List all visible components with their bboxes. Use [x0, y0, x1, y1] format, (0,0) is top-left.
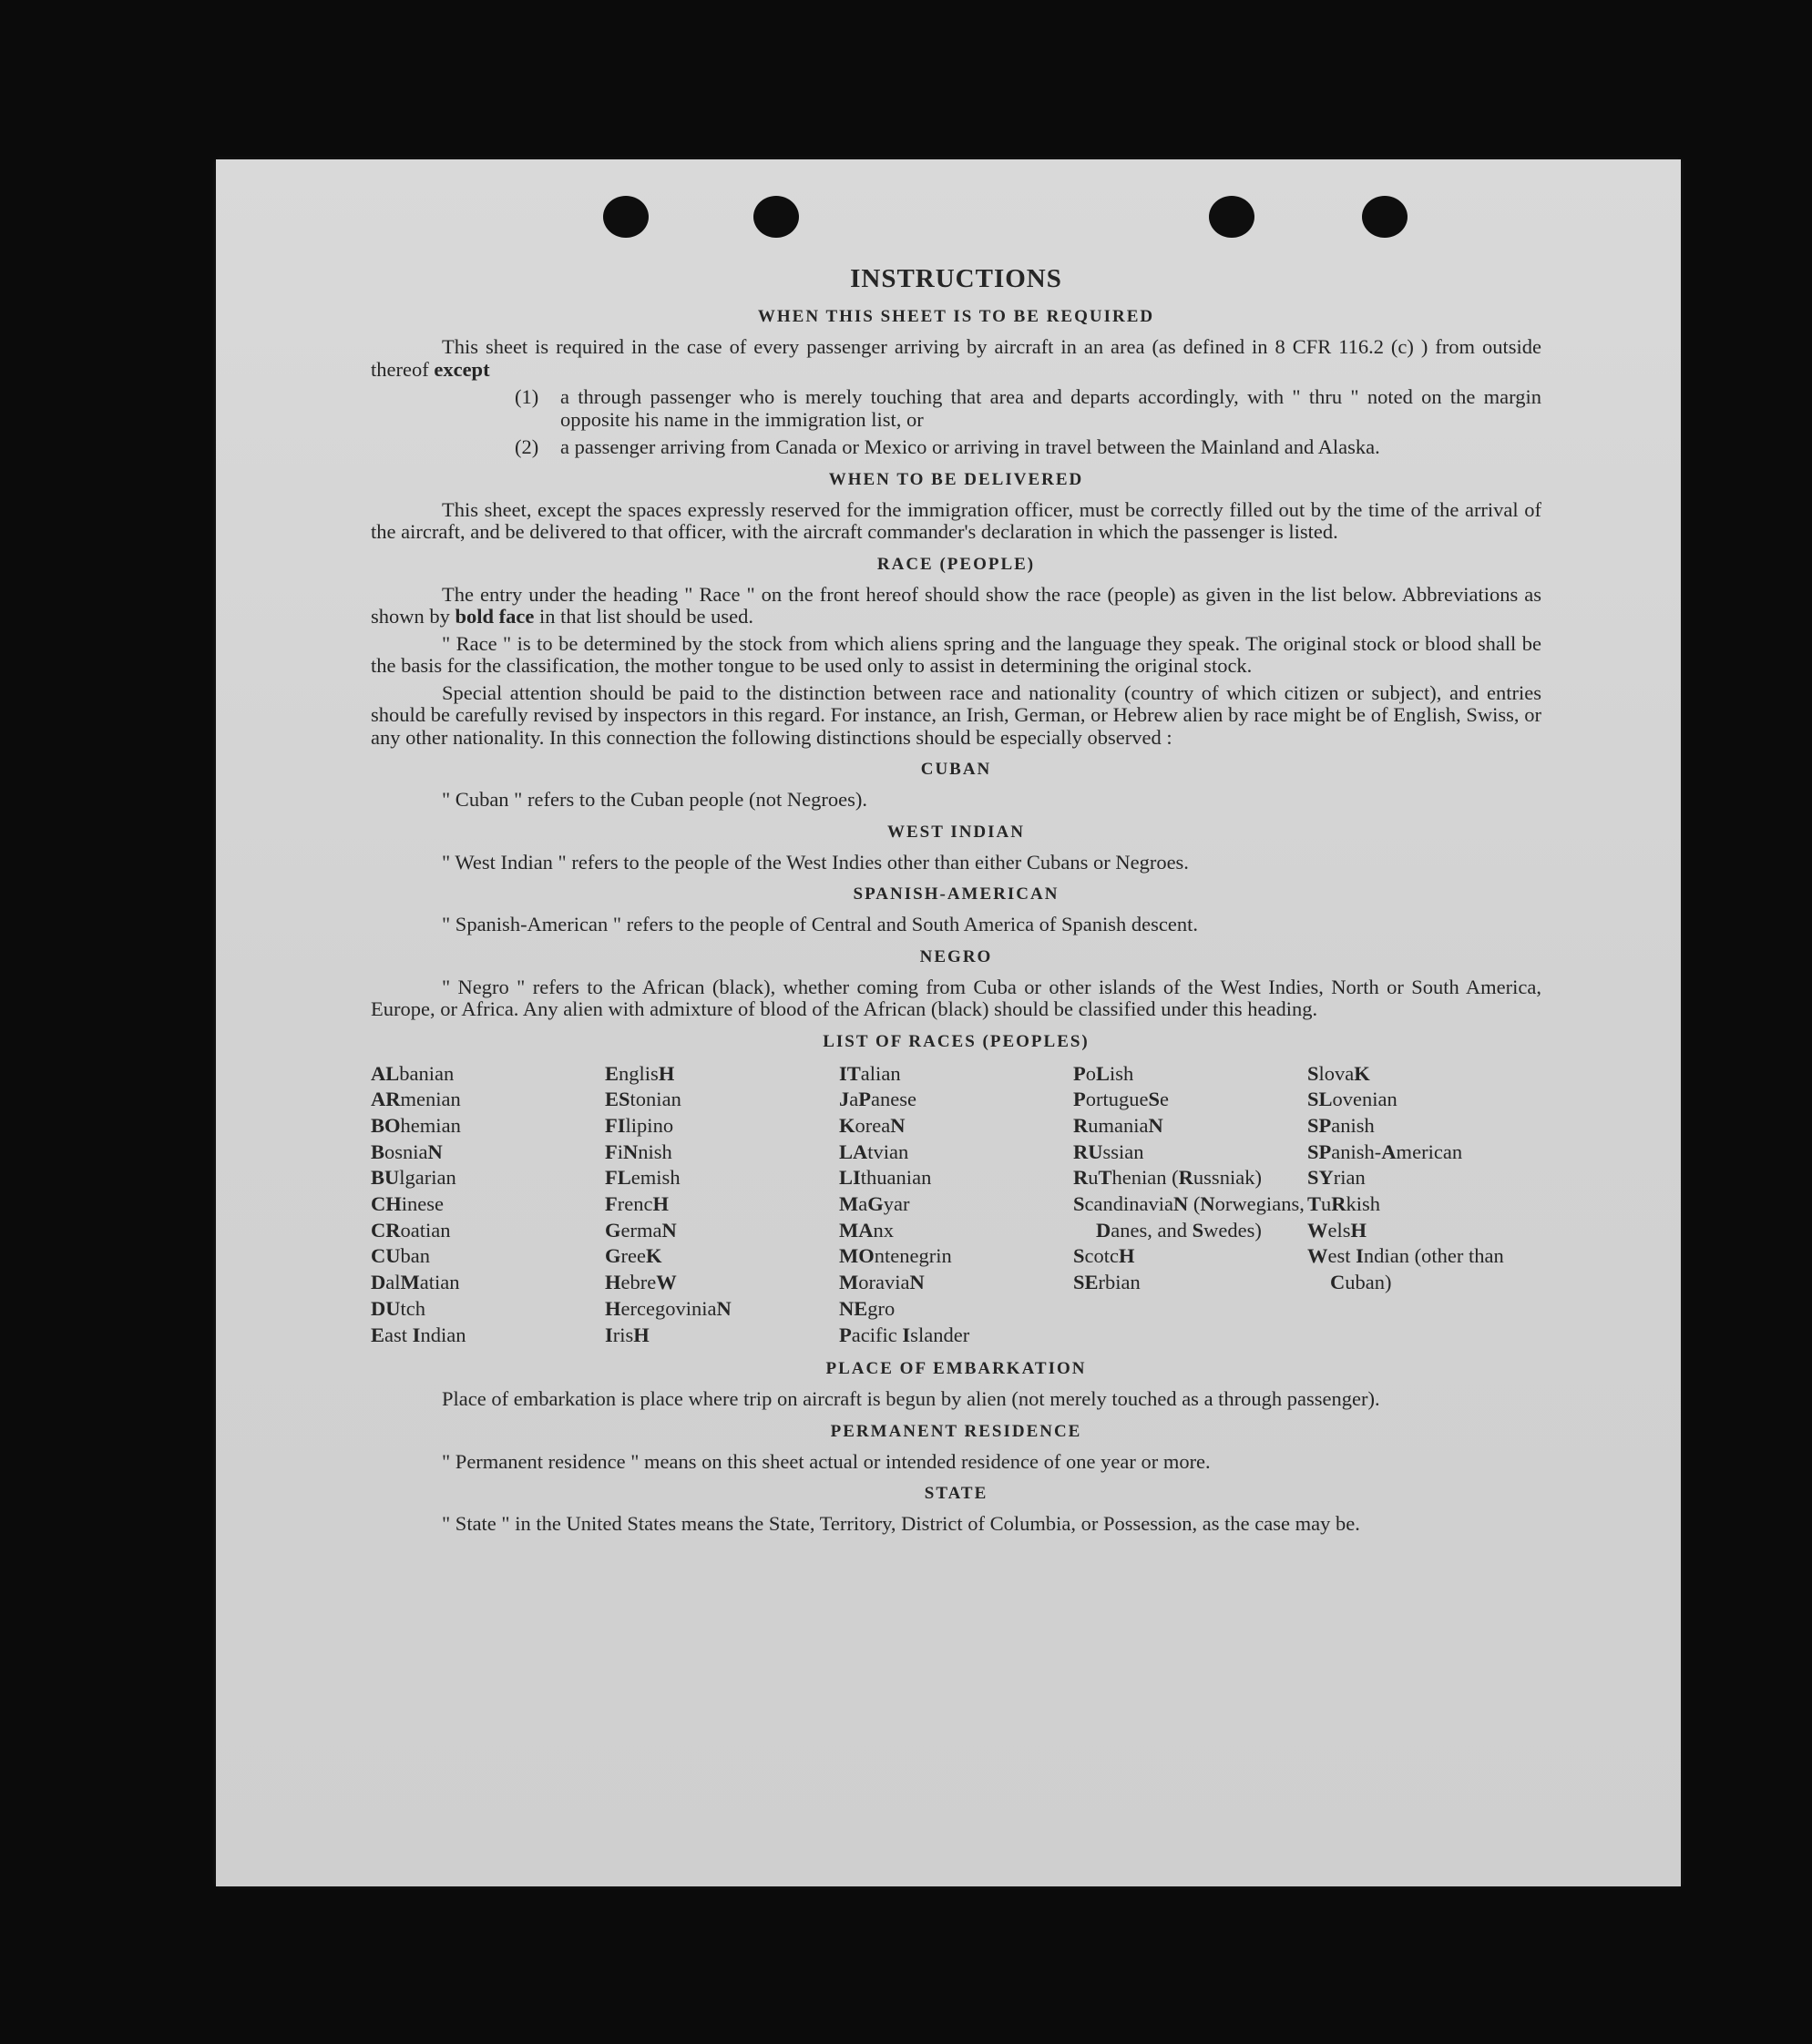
race-entry: RUssian: [1073, 1140, 1144, 1163]
race-column: [371, 1061, 605, 1349]
race-entry: TuRkish: [1307, 1192, 1381, 1216]
paragraph: " State " in the United States means the State, Territory, District of Columbia, or Possession, as the case may be.: [442, 1512, 1360, 1536]
paragraph: Place of embarkation is place where trip on aircraft is begun by alien (not merely touched as a through passenger).: [442, 1387, 1380, 1411]
race-entry: NEgro: [839, 1296, 896, 1320]
race-entry: ScotcH: [1073, 1244, 1135, 1268]
section-heading: WHEN TO BE DELIVERED: [828, 469, 1084, 489]
race-entry: GermaN: [605, 1218, 677, 1242]
race-entry: BUlgarian: [371, 1166, 456, 1190]
races-list: [371, 1061, 1541, 1349]
race-entry: CHinese: [371, 1192, 445, 1216]
paragraph-text: The entry under the heading " Race " on the front hereof should show the race (people) as given in the list below. Abbreviations as shown by: [371, 582, 1541, 628]
punch-hole: [1362, 196, 1408, 238]
race-entry: CRoatian: [371, 1218, 451, 1242]
document-title: INSTRUCTIONS: [850, 264, 1062, 293]
paragraph-text: This sheet is required in the case of every passenger arriving by aircraft in an area (as defined in 8 CFR 116.2 (c) ) from outside thereof: [371, 335, 1541, 381]
paragraph: " Race " is to be determined by the stock from which aliens spring and the language they speak. The original stock or blood shall be the basis for the classification, the mother tongue to be used only to assist in determining the original stock.: [371, 631, 1541, 677]
race-entry: HercegoviniaN: [605, 1296, 732, 1320]
race-entry: CUban: [371, 1244, 430, 1268]
document-content: [371, 264, 1541, 1540]
race-entry: FiNnish: [605, 1140, 672, 1163]
race-entry: Pacific Islander: [839, 1323, 970, 1346]
section-heading: NEGRO: [919, 946, 993, 966]
paragraph: " Spanish-American " refers to the people of Central and South America of Spanish descent.: [442, 913, 1199, 935]
race-entry: SPanish: [1307, 1113, 1375, 1137]
section-heading: RACE (PEOPLE): [876, 554, 1036, 574]
paragraph-text: in that list should be used.: [539, 605, 754, 628]
race-column: [839, 1061, 1073, 1349]
paragraph: This sheet, except the spaces expressly reserved for the immigration officer, must be correctly filled out by the time of the arrival of the aircraft, and be delivered to that officer, with the aircraft commander's declaration in which the passenger is listed.: [371, 497, 1541, 543]
list-number: (2): [515, 435, 539, 458]
section-heading: PLACE OF EMBARKATION: [825, 1359, 1087, 1379]
section-heading: WEST INDIAN: [887, 822, 1025, 842]
list-item: [515, 436, 1541, 459]
race-entry: SLovenian: [1307, 1088, 1397, 1111]
race-entry: PortugueSe: [1073, 1088, 1170, 1111]
race-entry: BosniaN: [371, 1140, 443, 1163]
race-entry: DalMatian: [371, 1271, 460, 1294]
paragraph: Special attention should be paid to the distinction between race and nationality (country of which citizen or subject), and entries should be carefully revised by inspectors in this regard. For instance, an Irish, German, or Hebrew alien by race might be of English, Swiss, or any other nationality. In this connection the following distinctions should be especially observed :: [371, 680, 1541, 749]
paragraph: " Permanent residence " means on this sheet actual or intended residence of one year or more.: [442, 1449, 1211, 1473]
section-heading: CUBAN: [920, 760, 992, 779]
race-entry: East Indian: [371, 1323, 466, 1346]
race-entry: JaPanese: [839, 1088, 917, 1111]
race-entry: MOntenegrin: [839, 1244, 952, 1268]
race-entry: KoreaN: [839, 1113, 906, 1137]
race-entry: ALbanian: [371, 1061, 455, 1085]
section-heading: SPANISH-AMERICAN: [853, 884, 1060, 904]
race-entry: SPanish-American: [1307, 1140, 1463, 1163]
race-entry: SErbian: [1073, 1271, 1141, 1294]
document-page: [216, 159, 1681, 1886]
race-entry: MoraviaN: [839, 1271, 925, 1294]
punch-hole: [753, 196, 799, 238]
race-entry: FLemish: [605, 1166, 681, 1190]
punch-hole: [1209, 196, 1254, 238]
list-text: a through passenger who is merely touching that area and departs accordingly, with " thru " noted on the margin opposite his name in the immigration list, or: [560, 385, 1541, 431]
race-entry: RuThenian (Russniak): [1073, 1166, 1262, 1190]
race-column: [605, 1061, 839, 1349]
race-entry: LAtvian: [839, 1140, 909, 1163]
race-entry: ITalian: [839, 1061, 901, 1085]
race-entry: BOhemian: [371, 1113, 461, 1137]
race-entry: MaGyar: [839, 1192, 910, 1216]
race-entry: RumaniaN: [1073, 1113, 1163, 1137]
paragraph: [371, 584, 1541, 629]
race-entry: GreeK: [605, 1244, 662, 1268]
race-entry: SYrian: [1307, 1166, 1366, 1190]
list-number: (1): [515, 385, 539, 408]
section-heading: LIST OF RACES (PEOPLES): [823, 1031, 1090, 1051]
race-entry: SlovaK: [1307, 1061, 1370, 1085]
bold-text: except: [434, 357, 490, 381]
paragraph: " Negro " refers to the African (black), whether coming from Cuba or other islands of the West Indies, North or South America, Europe, or Africa. Any alien with admixture of blood of the African (black) should be classified under this heading.: [371, 975, 1541, 1020]
race-entry: MAnx: [839, 1218, 894, 1242]
race-entry: EnglisH: [605, 1061, 675, 1085]
race-entry: HebreW: [605, 1271, 677, 1294]
paragraph: [371, 336, 1541, 381]
race-entry: West Indian (other than Cuban): [1307, 1244, 1504, 1294]
section-heading: WHEN THIS SHEET IS TO BE REQUIRED: [757, 307, 1155, 326]
list-text: a passenger arriving from Canada or Mexico or arriving in travel between the Mainland and Alaska.: [560, 435, 1380, 458]
race-entry: ScandinaviaN (Norwegians, Danes, and Swedes): [1073, 1192, 1305, 1242]
race-entry: WelsH: [1307, 1218, 1367, 1242]
race-entry: FrencH: [605, 1192, 670, 1216]
race-entry: FIlipino: [605, 1113, 674, 1137]
paragraph: " Cuban " refers to the Cuban people (not Negroes).: [442, 788, 867, 811]
race-entry: EStonian: [605, 1088, 681, 1111]
race-column: [1307, 1061, 1541, 1349]
race-column: [1073, 1061, 1307, 1349]
section-heading: PERMANENT RESIDENCE: [830, 1421, 1082, 1441]
race-entry: LIthuanian: [839, 1166, 932, 1190]
list-item: [515, 386, 1541, 431]
race-entry: ARmenian: [371, 1088, 461, 1111]
paragraph: " West Indian " refers to the people of the West Indies other than either Cubans or Negroes.: [442, 850, 1189, 874]
race-entry: IrisH: [605, 1323, 650, 1346]
punch-hole: [603, 196, 649, 238]
race-entry: DUtch: [371, 1296, 426, 1320]
race-entry: PoLish: [1073, 1061, 1134, 1085]
section-heading: STATE: [924, 1484, 988, 1504]
bold-text: bold face: [455, 605, 535, 628]
